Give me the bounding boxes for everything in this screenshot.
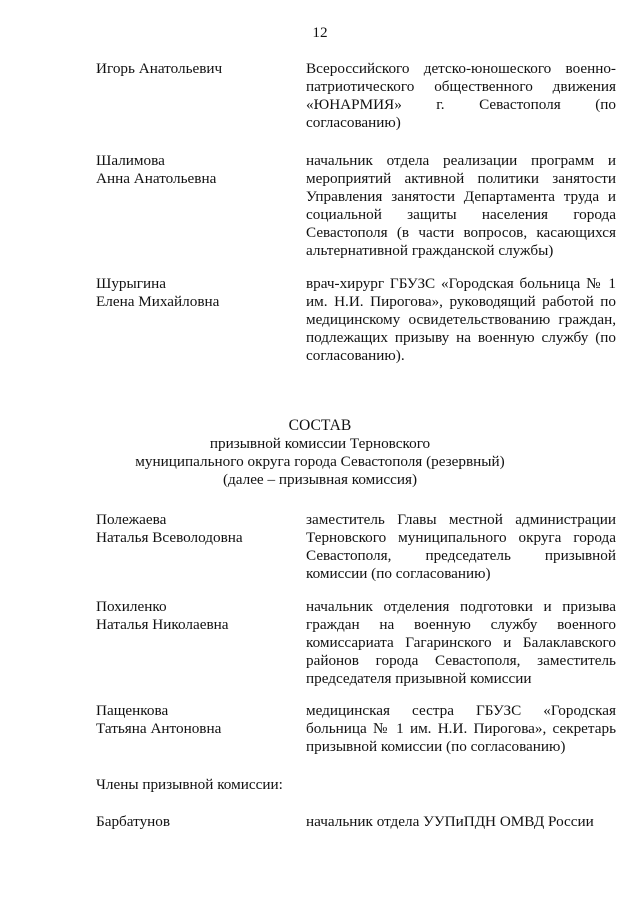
name-line: Похиленко (96, 598, 167, 615)
heading-line: призывной комиссии Терновского (209, 435, 431, 452)
members-label: Члены призывной комиссии: (96, 776, 283, 793)
section-heading (0, 416, 640, 489)
name-line: Шалимова (96, 152, 165, 169)
name-line: Наталья Всеволодовна (96, 529, 243, 546)
name-line: Наталья Николаевна (96, 616, 229, 633)
person-name (96, 702, 296, 738)
person-name (96, 813, 296, 831)
person-role: начальник отдела УУПиПДН ОМВД России (306, 813, 594, 830)
page-number: 12 (312, 24, 328, 41)
heading-line: (далее – призывная комиссия) (222, 471, 418, 488)
person-name (96, 275, 296, 311)
name-line: Анна Анатольевна (96, 170, 217, 187)
person-role: Всероссийского детско-юношеского военно-патриотического общественного движения «ЮНАРМИЯ» г. Севастополя (по согласованию) (306, 60, 616, 131)
person-name (96, 511, 296, 547)
name-line: Елена Михайловна (96, 293, 220, 310)
person-role: заместитель Главы местной администрации Терновского муниципального округа города Севастополя, председатель призывной комиссии (по согласованию) (306, 511, 616, 582)
person-name (96, 60, 296, 78)
heading-title: СОСТАВ (288, 417, 352, 434)
name-line: Шурыгина (96, 275, 166, 292)
person-role: медицинская сестра ГБУЗС «Городская больница № 1 им. Н.И. Пирогова», секретарь призывной комиссии (по согласованию) (306, 702, 616, 755)
person-name (96, 598, 296, 634)
person-role: начальник отдела реализации программ и мероприятий активной политики занятости Управления занятости Департамента труда и социальной защиты населения города Севастополя (в части вопросов, касающихся альтернативной гражданской службы) (306, 152, 616, 259)
person-role: врач-хирург ГБУЗС «Городская больница № 1 им. Н.И. Пирогова», руководящий работой по медицинскому освидетельствованию граждан, подлежащих призыву на военную службу (по согласованию). (306, 275, 616, 364)
person-name (96, 152, 296, 188)
name-line: Барбатунов (96, 813, 171, 830)
heading-line: муниципального округа города Севастополя (резервный) (135, 453, 505, 470)
person-role: начальник отделения подготовки и призыва граждан на военную службу военного комиссариата Гагаринского и Балаклавского районов города Севастополя, заместитель председателя призывной комиссии (306, 598, 616, 687)
name-line: Игорь Анатольевич (96, 60, 223, 77)
name-line: Татьяна Антоновна (96, 720, 222, 737)
name-line: Полежаева (96, 511, 167, 528)
name-line: Пащенкова (96, 702, 169, 719)
